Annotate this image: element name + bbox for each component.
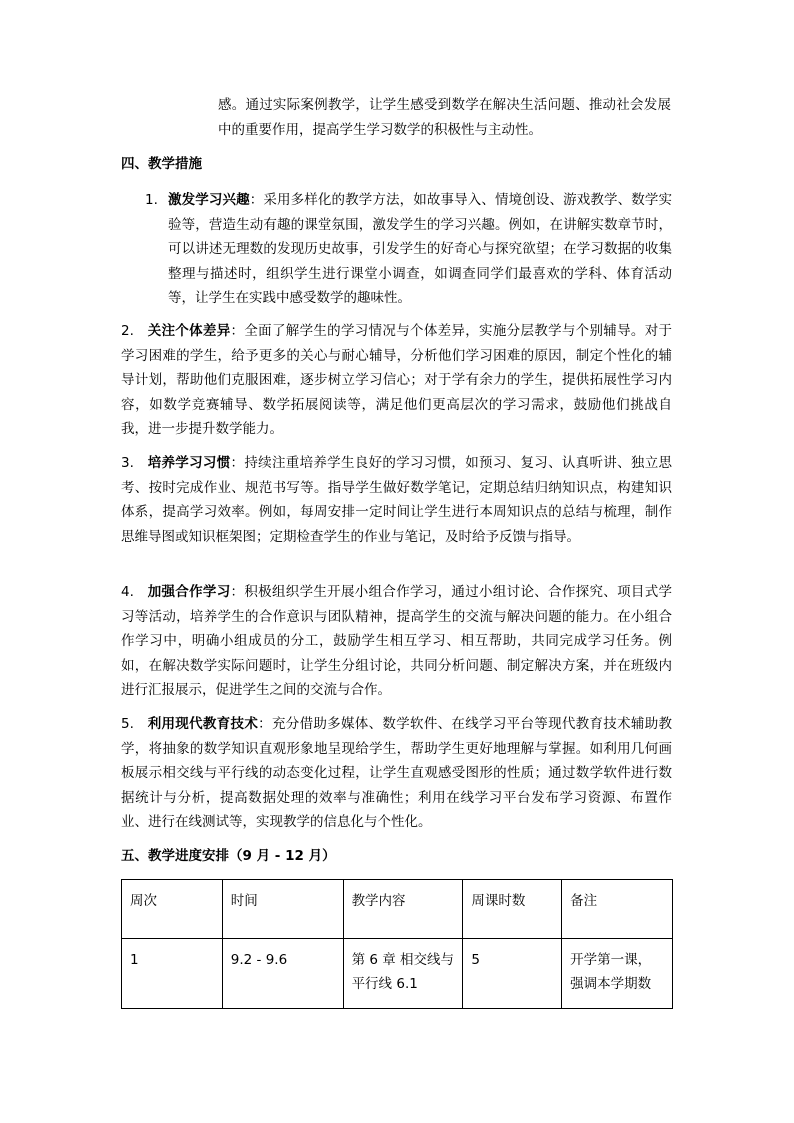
list-item-label: 加强合作学习 [147, 584, 231, 600]
column-header: 周课时数 [463, 880, 562, 939]
list-item [121, 580, 672, 703]
column-header: 备注 [562, 880, 673, 939]
column-header: 教学内容 [343, 880, 463, 939]
list-item-label: 激发学习兴趣 [168, 192, 250, 208]
list-item-number: 1. [145, 192, 158, 208]
list-item [121, 319, 672, 442]
list-item-label: 利用现代教育技术 [147, 716, 259, 732]
list-item-separator: ： [230, 323, 245, 339]
list-item [121, 712, 672, 835]
list-item-number: 5. [121, 716, 134, 732]
table-cell: 开学第一课，强调本学期数 [562, 939, 673, 1009]
schedule-table [121, 879, 673, 1009]
table-header-row [122, 880, 673, 939]
list-item-text: 采用多样化的教学方法，如故事导入、情境创设、游戏教学、数学实验等，营造生动有趣的课堂氛围，激发学生的学习兴趣。例如，在讲解实数章节时，可以讲述无理数的发现历史故事，引发学生的好奇心与探究欲望；在学习数据的收集整理与描述时，组织学生进行课堂小调查，如调查同学们最喜欢的学科、体育活动等，让学生在实践中感受数学的趣味性。 [168, 192, 672, 306]
table-cell: 第 6 章 相交线与平行线 6.1 [343, 939, 463, 1009]
list-item-separator: ： [230, 584, 245, 600]
list-item-label: 培养学习习惯 [147, 455, 231, 471]
column-header: 时间 [222, 880, 343, 939]
column-header: 周次 [122, 880, 223, 939]
table-cell: 5 [463, 939, 562, 1009]
list-item-number: 4. [121, 584, 134, 600]
list-item-number: 2. [121, 323, 134, 339]
list-item-text: 充分借助多媒体、数学软件、在线学习平台等现代教育技术辅助教学，将抽象的数学知识直观形象地呈现给学生，帮助学生更好地理解与掌握。如利用几何画板展示相交线与平行线的动态变化过程，让学生直观感受图形的性质；通过数学软件进行数据统计与分析，提高数据处理的效率与准确性；利用在线学习平台发布学习资源、布置作业、进行在线测试等，实现教学的信息化与个性化。 [121, 716, 673, 830]
list-item-separator: ： [249, 192, 264, 208]
list-item-text: 全面了解学生的学习情况与个体差异，实施分层教学与个别辅导。对于学习困难的学生，给予更多的关心与耐心辅导，分析他们学习困难的原因，制定个性化的辅导计划，帮助他们克服困难，逐步树立学习信心；对于学有余力的学生，提供拓展性学习内容，如数学竞赛辅导、数学拓展阅读等，满足他们更高层次的学习需求，鼓励他们挑战自我，进一步提升数学能力。 [121, 323, 673, 437]
list-item-text: 积极组织学生开展小组合作学习，通过小组讨论、合作探究、项目式学习等活动，培养学生的合作意识与团队精神，提高学生的交流与解决问题的能力。在小组合作学习中，明确小组成员的分工，鼓励学生相互学习、相互帮助，共同完成学习任务。例如，在解决数学实际问题时，让学生分组讨论，共同分析问题、制定解决方案，并在班级内进行汇报展示，促进学生之间的交流与合作。 [121, 584, 673, 698]
table-cell: 1 [122, 939, 223, 1009]
list-item-label: 关注个体差异 [147, 323, 231, 339]
section-4-heading: 四、教学措施 [121, 156, 202, 172]
list-item-number: 3. [121, 455, 134, 471]
list-item-separator: ： [230, 455, 245, 471]
section-5-heading: 五、教学进度安排（9 月 - 12 月） [121, 848, 336, 864]
list-item-text: 持续注重培养学生良好的学习习惯，如预习、复习、认真听讲、独立思考、按时完成作业、规范书写等。指导学生做好数学笔记，定期总结归纳知识点，构建知识体系，提高学习效率。例如，每周安排一定时间让学生进行本周知识点的总结与梳理，制作思维导图或知识框架图；定期检查学生的作业与笔记，及时给予反馈与指导。 [121, 455, 673, 545]
list-item-separator: ： [258, 716, 272, 732]
table-cell: 9.2 - 9.6 [222, 939, 343, 1009]
table-row [122, 939, 673, 1009]
list-item [168, 188, 672, 311]
lead-paragraph: 感。通过实际案例教学，让学生感受到数学在解决生活问题、推动社会发展中的重要作用，提高学生学习数学的积极性与主动性。 [218, 97, 671, 138]
list-item [121, 451, 672, 549]
